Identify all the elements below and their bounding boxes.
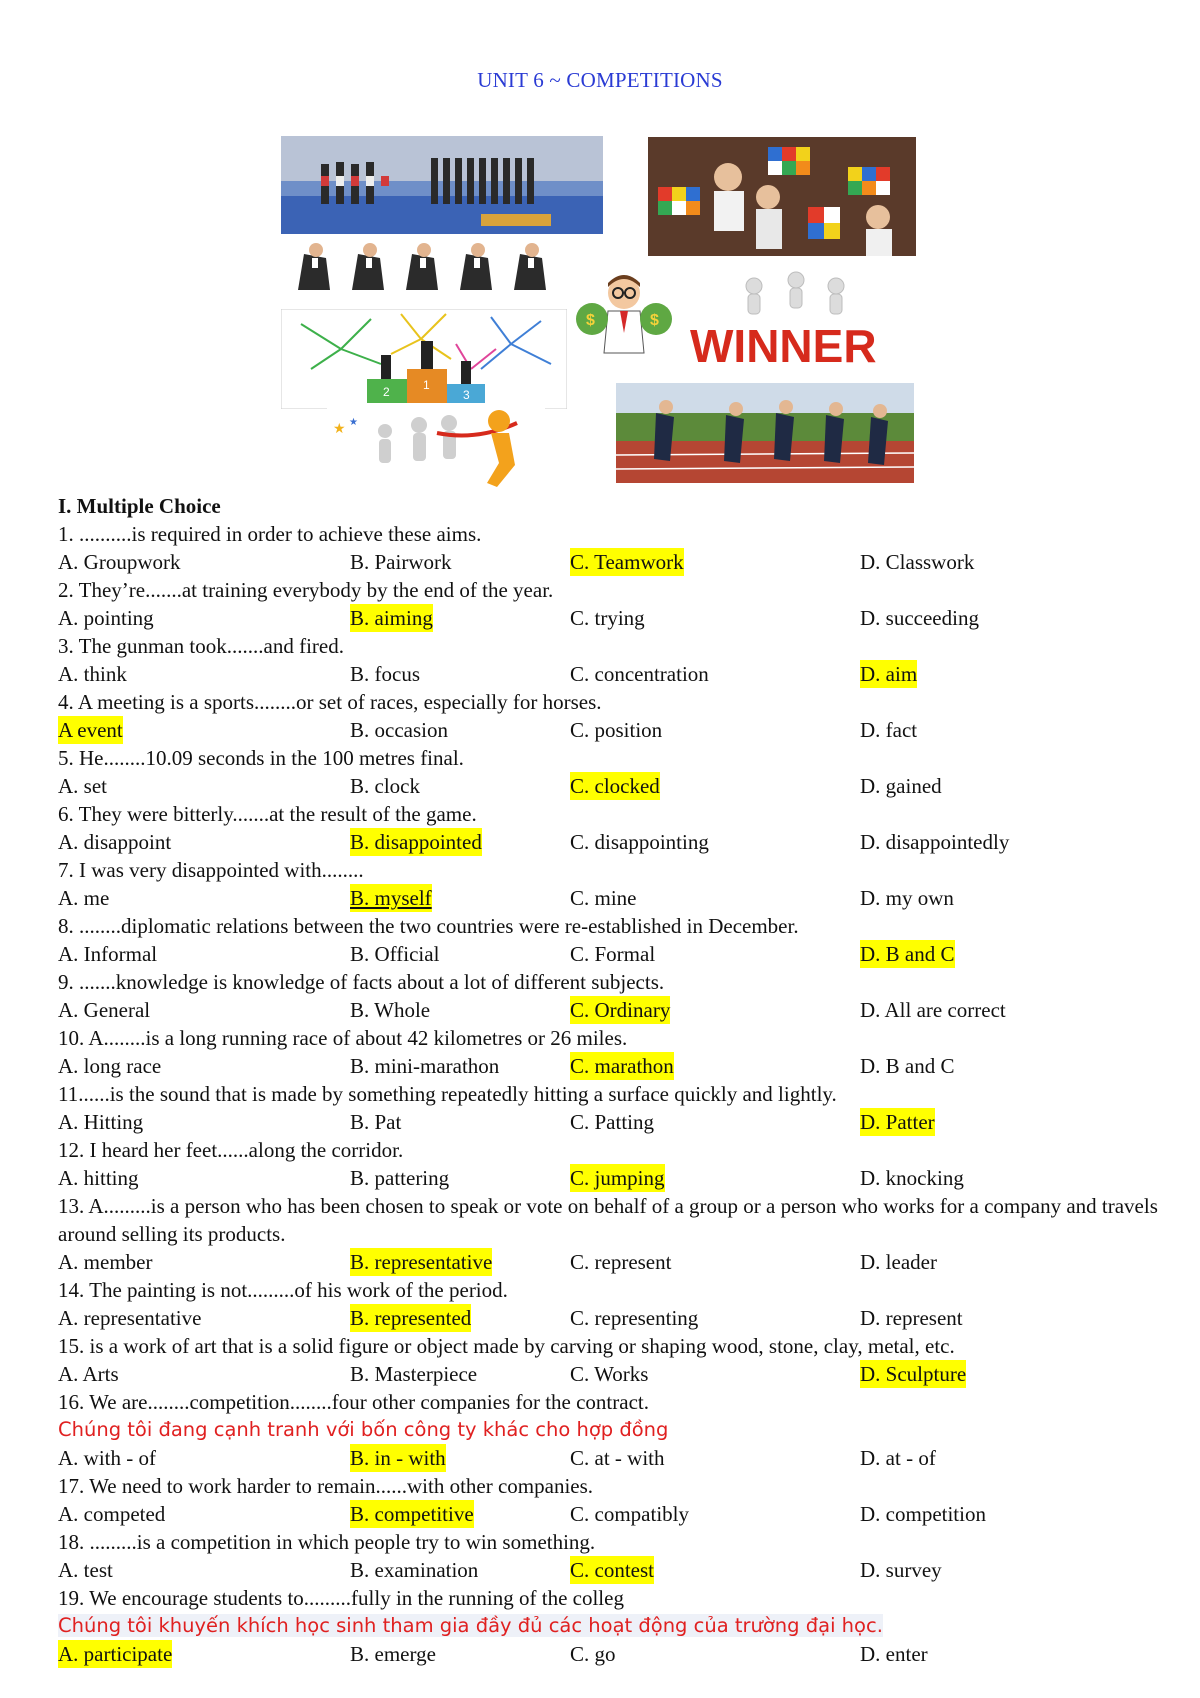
image-collage	[0, 0, 1200, 500]
option-a[interactable]: A. pointing	[58, 606, 154, 630]
option-d[interactable]: D. competition	[860, 1502, 986, 1526]
question-text: 11......is the sound that is made by something repeatedly hitting a surface quickly and lightly.	[58, 1082, 837, 1106]
option-c[interactable]: C. mine	[570, 886, 637, 910]
option-a[interactable]: A. Groupwork	[58, 550, 181, 574]
options-row	[58, 548, 1158, 576]
option-b[interactable]: B. occasion	[350, 718, 448, 742]
option-c[interactable]: C. position	[570, 718, 663, 742]
option-c[interactable]: C. concentration	[570, 662, 709, 686]
options-row	[58, 1500, 1158, 1528]
options-row	[58, 1304, 1158, 1332]
option-a[interactable]: A. me	[58, 886, 110, 910]
option-a[interactable]: A. member	[58, 1250, 153, 1274]
option-b-answer[interactable]: B. aiming	[350, 606, 433, 630]
winner-3d-figures-illustration	[686, 270, 902, 380]
option-c[interactable]: C. representing	[570, 1306, 699, 1330]
question-text: 4. A meeting is a sports........or set of races, especially for horses.	[58, 690, 602, 714]
option-d-answer[interactable]: D. Patter	[860, 1110, 935, 1134]
options-row	[58, 1052, 1158, 1080]
question-text: 12. I heard her feet......along the corridor.	[58, 1138, 404, 1162]
option-b[interactable]: B. Masterpiece	[350, 1362, 478, 1386]
option-d[interactable]: D. leader	[860, 1250, 937, 1274]
options-row	[58, 828, 1158, 856]
gymnastics-team-photo	[281, 136, 603, 234]
option-c-answer[interactable]: C. Ordinary	[570, 998, 671, 1022]
option-a[interactable]: A. think	[58, 662, 127, 686]
option-b-answer[interactable]: B. disappointed	[350, 830, 482, 854]
options-row	[58, 1556, 1158, 1584]
option-b[interactable]: B. mini-marathon	[350, 1054, 500, 1078]
section-heading: I. Multiple Choice	[58, 494, 221, 518]
options-row	[58, 1640, 1158, 1668]
question-text: 10. A........is a long running race of about 42 kilometres or 26 miles.	[58, 1026, 628, 1050]
option-c[interactable]: C. compatibly	[570, 1502, 689, 1526]
option-a[interactable]: A. with - of	[58, 1446, 156, 1470]
option-a[interactable]: A. long race	[58, 1054, 162, 1078]
option-a[interactable]: A. set	[58, 774, 107, 798]
question-text: 18. .........is a competition in which people try to win something.	[58, 1530, 596, 1554]
option-c-answer[interactable]: C. jumping	[570, 1166, 665, 1190]
option-a-answer[interactable]: A. participate	[58, 1642, 173, 1666]
option-b-answer[interactable]: B. in - with	[350, 1446, 446, 1470]
option-d[interactable]: D. survey	[860, 1558, 942, 1582]
option-b[interactable]: B. Official	[350, 942, 440, 966]
question-text: 2. They’re.......at training everybody by the end of the year.	[58, 578, 554, 602]
option-c[interactable]: C. trying	[570, 606, 645, 630]
options-row	[58, 1108, 1158, 1136]
option-a[interactable]: A. representative	[58, 1306, 202, 1330]
option-b[interactable]: B. Whole	[350, 998, 431, 1022]
svg-text:★: ★	[349, 417, 358, 428]
option-d[interactable]: D. my own	[860, 886, 954, 910]
option-d-answer[interactable]: D. Sculpture	[860, 1362, 967, 1386]
option-c-answer[interactable]: C. Teamwork	[570, 550, 684, 574]
option-a[interactable]: A. competed	[58, 1502, 166, 1526]
option-b[interactable]: B. Pairwork	[350, 550, 452, 574]
question-text: 8. ........diplomatic relations between the two countries were re-established in December.	[58, 914, 799, 938]
options-row	[58, 660, 1158, 688]
businessmen-starting-blocks-illustration	[286, 240, 570, 299]
svg-text:3: 3	[463, 388, 470, 402]
option-d[interactable]: D. B and C	[860, 1054, 955, 1078]
options-row	[58, 1164, 1158, 1192]
option-d[interactable]: D. gained	[860, 774, 942, 798]
option-c[interactable]: C. Formal	[570, 942, 656, 966]
option-c[interactable]: C. at - with	[570, 1446, 665, 1470]
option-c[interactable]: C. Works	[570, 1362, 649, 1386]
option-d-answer[interactable]: D. B and C	[860, 942, 955, 966]
option-d[interactable]: D. succeeding	[860, 606, 979, 630]
option-b[interactable]: B. emerge	[350, 1642, 436, 1666]
option-c[interactable]: C. Patting	[570, 1110, 655, 1134]
svg-text:2: 2	[383, 385, 390, 399]
option-c[interactable]: C. represent	[570, 1250, 672, 1274]
question-text: 9. .......knowledge is knowledge of facts about a lot of different subjects.	[58, 970, 665, 994]
svg-text:$: $	[650, 312, 659, 329]
option-a-answer[interactable]: A event	[58, 718, 123, 742]
option-b[interactable]: B. pattering	[350, 1166, 450, 1190]
question-text: 5. He........10.09 seconds in the 100 metres final.	[58, 746, 464, 770]
svg-text:$: $	[586, 312, 595, 329]
question-text: 3. The gunman took.......and fired.	[58, 634, 344, 658]
exercise-content	[58, 492, 1158, 1668]
option-b[interactable]: B. examination	[350, 1558, 479, 1582]
option-c-answer[interactable]: C. contest	[570, 1558, 654, 1582]
option-b-answer[interactable]: B. representative	[350, 1250, 493, 1274]
option-d[interactable]: D. fact	[860, 718, 918, 742]
businessman-money-bags-illustration	[572, 273, 676, 359]
question-text: 19. We encourage students to.........fully in the running of the colleg	[58, 1586, 624, 1610]
options-row	[58, 604, 1158, 632]
question-text: 15. is a work of art that is a solid figure or object made by carving or shaping wood, stone, clay, metal, etc.	[58, 1334, 955, 1358]
option-d[interactable]: D. at - of	[860, 1446, 936, 1470]
option-c-answer[interactable]: C. clocked	[570, 774, 660, 798]
option-c[interactable]: C. disappointing	[570, 830, 709, 854]
option-d[interactable]: D. disappointedly	[860, 830, 1010, 854]
question-text: 14. The painting is not.........of his work of the period.	[58, 1278, 508, 1302]
option-d-answer[interactable]: D. aim	[860, 662, 918, 686]
option-d[interactable]: D. All are correct	[860, 998, 1006, 1022]
rubiks-cube-competition-photo	[648, 137, 916, 256]
option-d[interactable]: D. knocking	[860, 1166, 964, 1190]
finish-line-runner-illustration	[327, 403, 545, 488]
option-a[interactable]: A. General	[58, 998, 151, 1022]
option-c-answer[interactable]: C. marathon	[570, 1054, 674, 1078]
option-b[interactable]: B. focus	[350, 662, 420, 686]
option-d[interactable]: D. Classwork	[860, 550, 975, 574]
question-text: 13. A.........is a person who has been chosen to speak or vote on behalf of a group or a person who works for a company and travels around selling its products.	[58, 1194, 1158, 1246]
business-race-track-photo	[616, 383, 914, 483]
option-b-answer[interactable]: B. myself	[350, 886, 432, 910]
options-row	[58, 1360, 1158, 1388]
podium-fireworks-illustration	[281, 309, 567, 409]
options-row	[58, 996, 1158, 1024]
question-text: 6. They were bitterly.......at the result of the game.	[58, 802, 477, 826]
option-b-answer[interactable]: B. represented	[350, 1306, 472, 1330]
question-text: 7. I was very disappointed with........	[58, 858, 364, 882]
options-row	[58, 1248, 1158, 1276]
option-a[interactable]: A. hitting	[58, 1166, 139, 1190]
question-text: 1. ..........is required in order to achieve these aims.	[58, 522, 482, 546]
question-text: 16. We are........competition........four other companies for the contract.	[58, 1390, 649, 1414]
svg-text:★: ★	[333, 421, 346, 437]
option-b[interactable]: B. clock	[350, 774, 420, 798]
option-d[interactable]: D. represent	[860, 1306, 963, 1330]
option-b[interactable]: B. Pat	[350, 1110, 402, 1134]
option-a[interactable]: A. Informal	[58, 942, 158, 966]
option-a[interactable]: A. Hitting	[58, 1110, 144, 1134]
option-c[interactable]: C. go	[570, 1642, 616, 1666]
page-title: UNIT 6 ~ COMPETITIONS	[477, 68, 723, 92]
svg-text:1: 1	[423, 378, 430, 392]
option-a[interactable]: A. Arts	[58, 1362, 119, 1386]
option-b-answer[interactable]: B. competitive	[350, 1502, 474, 1526]
options-row	[58, 772, 1158, 800]
vietnamese-translation	[58, 1612, 1158, 1640]
option-d[interactable]: D. enter	[860, 1642, 928, 1666]
option-a[interactable]: A. test	[58, 1558, 113, 1582]
options-row	[58, 940, 1158, 968]
option-a[interactable]: A. disappoint	[58, 830, 172, 854]
translation-text: Chúng tôi khuyến khích học sinh tham gia đầy đủ các hoạt động của trường đại học.	[58, 1614, 883, 1637]
options-row	[58, 1444, 1158, 1472]
winner-word: WINNER	[690, 320, 877, 372]
options-row	[58, 716, 1158, 744]
question-text: 17. We need to work harder to remain......with other companies.	[58, 1474, 594, 1498]
options-row	[58, 884, 1158, 912]
vietnamese-translation: Chúng tôi đang cạnh tranh với bốn công ty khác cho hợp đồng	[58, 1418, 669, 1441]
